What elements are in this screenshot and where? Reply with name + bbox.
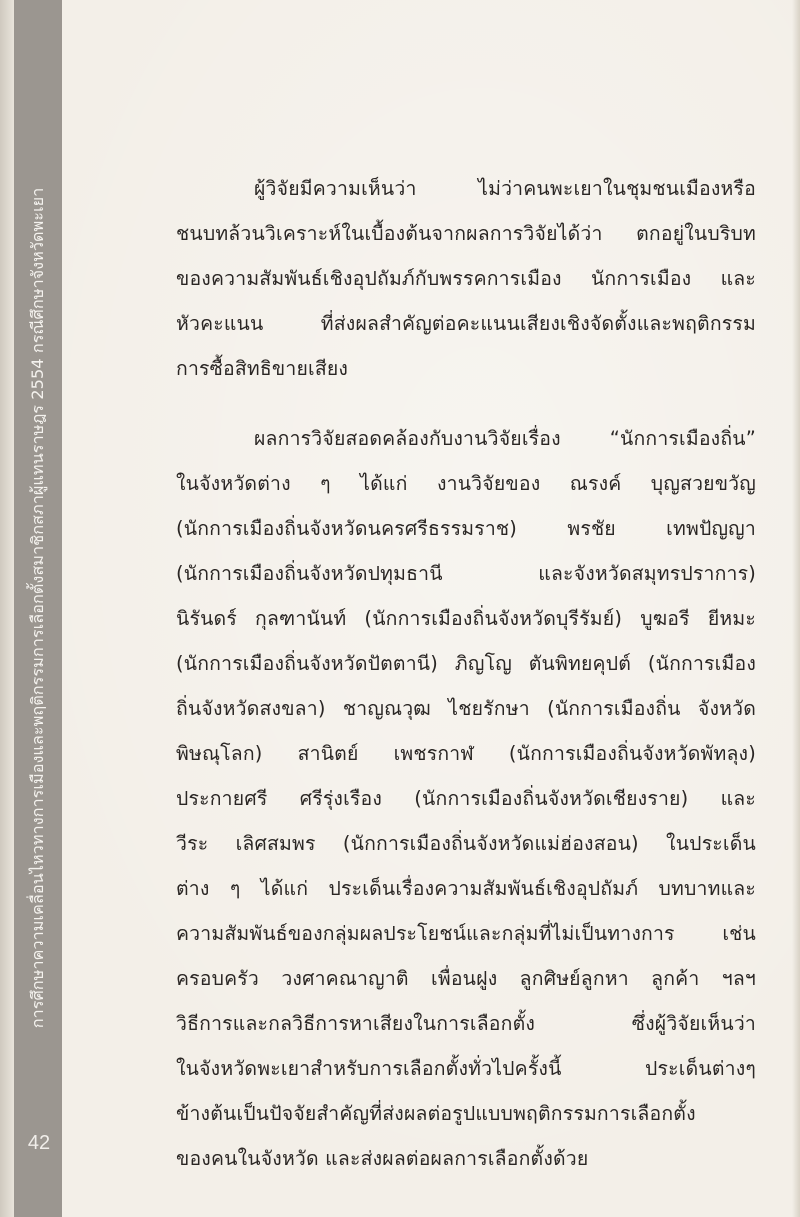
paragraph-2-line: พิษณุโลก) สานิตย์ เพชรกาฬ (นักการเมืองถิ่นจังหวัดพัทลุง) (176, 742, 756, 765)
paragraph-1-line: ของความสัมพันธ์เชิงอุปถัมภ์กับพรรคการเมือง นักการเมือง และ (176, 267, 756, 290)
paragraph-2-line: ข้างต้นเป็นปัจจัยสำคัญที่ส่งผลต่อรูปแบบพฤติกรรมการเลือกตั้ง (176, 1102, 696, 1125)
paragraph-2-line: (นักการเมืองถิ่นจังหวัดปัตตานี) ภิญโญ ตันพิทยคุปต์ (นักการเมือง (176, 652, 756, 675)
paragraph-1-line: หัวคะแนน ที่ส่งผลสำคัญต่อคะแนนเสียงเชิงจัดตั้งและพฤติกรรม (176, 312, 756, 335)
paragraph-2-line: ต่าง ๆ ได้แก่ ประเด็นเรื่องความสัมพันธ์เชิงอุปถัมภ์ บทบาทและ (176, 877, 756, 900)
paragraph-2-line: ในจังหวัดต่าง ๆ ได้แก่ งานวิจัยของ ณรงค์ บุญสวยขวัญ (176, 472, 756, 495)
paragraph-gap (176, 391, 756, 416)
paragraph-2-line: ความสัมพันธ์ของกลุ่มผลประโยชน์และกลุ่มที่ไม่เป็นทางการ เช่น (176, 922, 756, 945)
paragraph-2-line: ถิ่นจังหวัดสงขลา) ชาญณวุฒ ไชยรักษา (นักการเมืองถิ่น จังหวัด (176, 697, 756, 720)
paragraph-2-line: ในจังหวัดพะเยาสำหรับการเลือกตั้งทั่วไปครั้งนี้ ประเด็นต่างๆ (176, 1057, 756, 1080)
page-edge (792, 0, 800, 1217)
paragraph-1-line: การซื้อสิทธิขายเสียง (176, 357, 349, 380)
paragraph-1-line: ผู้วิจัยมีความเห็นว่า ไม่ว่าคนพะเยาในชุมชนเมืองหรือ (254, 177, 756, 200)
body-text (176, 166, 756, 1181)
paragraph-2-line: วิธีการและกลวิธีการหาเสียงในการเลือกตั้ง ซึ่งผู้วิจัยเห็นว่า (176, 1012, 756, 1035)
paragraph-2-line: ผลการวิจัยสอดคล้องกับงานวิจัยเรื่อง “นักการเมืองถิ่น” (254, 427, 756, 450)
paragraph-2-line: ประกายศรี ศรีรุ่งเรือง (นักการเมืองถิ่นจังหวัดเชียงราย) และ (176, 787, 756, 810)
paragraph-2-line: ครอบครัว วงศาคณาญาติ เพื่อนฝูง ลูกศิษย์ลูกหา ลูกค้า ฯลฯ (176, 967, 756, 990)
paragraph-2-line: ของคนในจังหวัด และส่งผลต่อผลการเลือกตั้งด้วย (176, 1147, 589, 1170)
running-title: การศึกษาความเคลื่อนไหวทางการเมืองและพฤติกรรมการเลือกตั้งสมาชิกสภาผู้แทนราษฎร 2554 กรณีศึกษาจังหวัดพะเยา (28, 187, 47, 1029)
page-gutter (0, 0, 14, 1217)
paragraph-2-line: (นักการเมืองถิ่นจังหวัดนครศรีธรรมราช) พรชัย เทพปัญญา (176, 517, 756, 540)
paragraph-2-line: (นักการเมืองถิ่นจังหวัดปทุมธานี และจังหวัดสมุทรปราการ) (176, 562, 756, 585)
paragraph-1-line: ชนบทล้วนวิเคราะห์ในเบื้องต้นจากผลการวิจัยได้ว่า ตกอยู่ในบริบท (176, 222, 756, 245)
paragraph-2-line: นิรันดร์ กุลฑานันท์ (นักการเมืองถิ่นจังหวัดบุรีรัมย์) บูฆอรี ยีหมะ (176, 607, 756, 630)
page-number: 42 (27, 1132, 51, 1154)
paragraph-2-line: วีระ เลิศสมพร (นักการเมืองถิ่นจังหวัดแม่ฮ่องสอน) ในประเด็น (176, 832, 756, 855)
